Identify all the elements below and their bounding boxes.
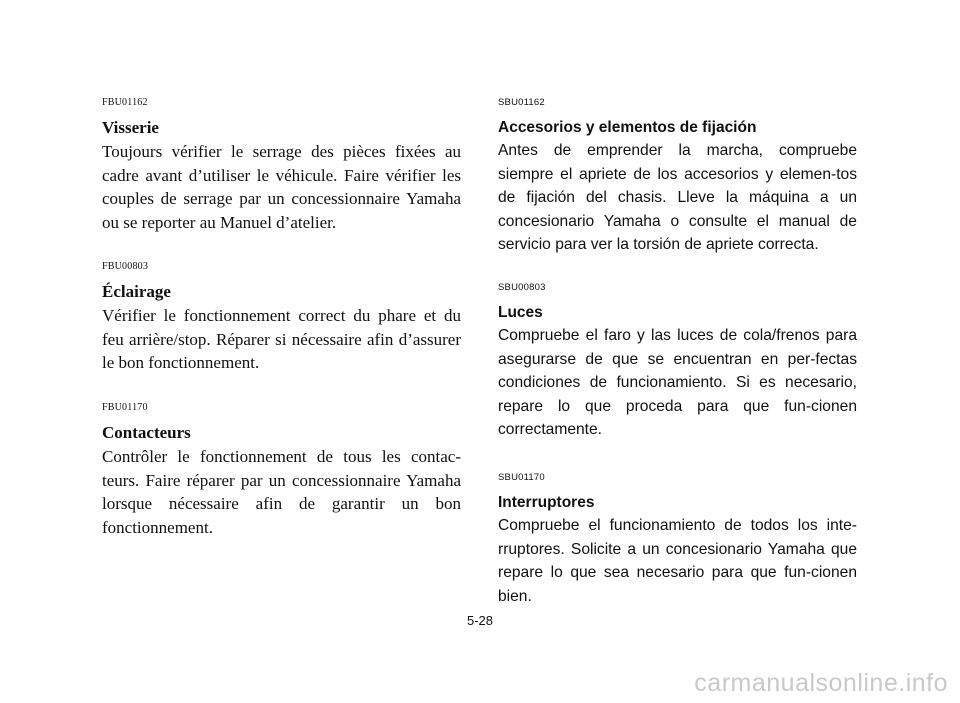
section-heading: Visserie [102,118,159,137]
section-heading: Luces [498,304,543,321]
section-heading: Accesorios y elementos de fijación [498,119,757,136]
section-code: FBU01162 [102,97,148,108]
section-heading: Éclairage [102,282,171,301]
section-body: Vérifier le fonctionnement correct du phare et du feu arrière/stop. Réparer si nécessaire afin d’assurer le bon fonctionnement. [102,306,461,373]
section-heading: Contacteurs [102,423,191,442]
section-interruptores [498,472,857,608]
section-body: Compruebe el faro y las luces de cola/frenos para asegurarse de que se encuentran en per-fectas condiciones de funcionamiento. Si es necesario, repare lo que proceda para que fun-cionen correctamente. [498,327,857,439]
section-luces [498,282,857,442]
section-body: Antes de emprender la marcha, compruebe siempre el apriete de los accesorios y elemen-tos de fijación del chasis. Lleve la máquina a un concesionario Yamaha o consulte el manual de servicio para ver la torsión de apriete correcta. [498,142,857,254]
section-body: Toujours vérifier le serrage des pièces fixées au cadre avant d’utiliser le véhicule. Faire vérifier les couples de serrage par un concessionnaire Yamaha ou se reporter au Manuel d’atelier. [102,142,461,233]
section-visserie [102,97,461,235]
page-number: 5-28 [466,613,494,628]
section-contacteurs [102,402,461,540]
section-body: Compruebe el funcionamiento de todos los inte-rruptores. Solicite a un concesionario Yamaha que repare lo que sea necesario para que fun-cionen bien. [498,517,857,605]
section-code: FBU00803 [102,261,149,272]
section-heading: Interruptores [498,494,595,511]
section-code: FBU01170 [102,402,148,413]
section-eclairage [102,261,461,375]
section-accesorios [498,97,857,257]
section-body: Contrôler le fonctionnement de tous les contac-teurs. Faire réparer par un concessionnaire Yamaha lorsque nécessaire afin de garantir un bon fonctionnement. [102,447,461,538]
section-code: SBU01162 [498,97,545,108]
watermark: carmanualsonline.info [694,669,948,697]
section-code: SBU01170 [498,472,545,483]
section-code: SBU00803 [498,282,546,293]
